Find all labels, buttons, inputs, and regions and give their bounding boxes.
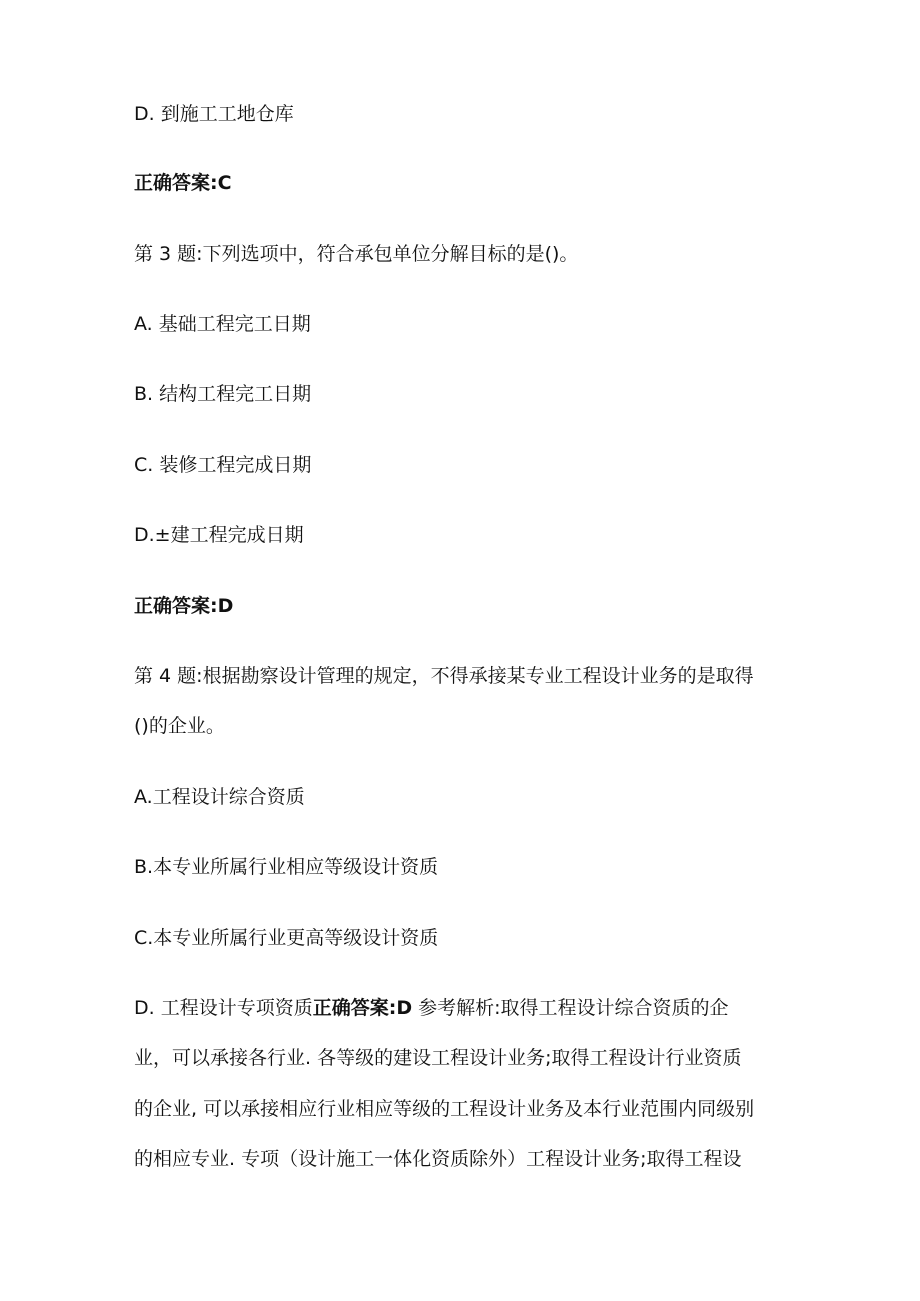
q4-explanation-line2: 业，可以承接各行业. 各等级的建设工程设计业务;取得工程设计行业资质 [134, 1047, 742, 1069]
q3-option-d: D.±建工程完成日期 [134, 524, 304, 546]
q4-question-line2: ()的企业。 [134, 715, 225, 737]
q4-option-a: A.工程设计综合资质 [134, 786, 305, 808]
q4-option-b: B.本专业所属行业相应等级设计资质 [134, 856, 439, 878]
q4-explanation-start: 参考解析:取得工程设计综合资质的企 [412, 997, 729, 1019]
q3-option-b: B. 结构工程完工日期 [134, 383, 312, 405]
q4-explanation-line3: 的企业, 可以承接相应行业相应等级的工程设计业务及本行业范围内同级别 [134, 1098, 755, 1120]
q4-question-line1: 第 4 题:根据勘察设计管理的规定，不得承接某专业工程设计业务的是取得 [134, 665, 754, 687]
q3-option-c: C. 装修工程完成日期 [134, 454, 312, 476]
q4-option-d-with-explanation [134, 995, 729, 1021]
q4-option-c: C.本专业所属行业更高等级设计资质 [134, 927, 439, 949]
q4-option-d: D. 工程设计专项资质 [134, 997, 313, 1019]
q3-question: 第 3 题:下列选项中，符合承包单位分解目标的是()。 [134, 243, 579, 265]
q4-explanation-line4: 的相应专业. 专项（设计施工一体化资质除外）工程设计业务;取得工程设 [134, 1148, 742, 1170]
q2-correct-answer: 正确答案:C [134, 172, 232, 194]
q3-correct-answer: 正确答案:D [134, 595, 234, 617]
q3-option-a: A. 基础工程完工日期 [134, 313, 311, 335]
q2-option-d: D. 到施工工地仓库 [134, 103, 294, 125]
q4-correct-answer: 正确答案:D [312, 997, 413, 1019]
